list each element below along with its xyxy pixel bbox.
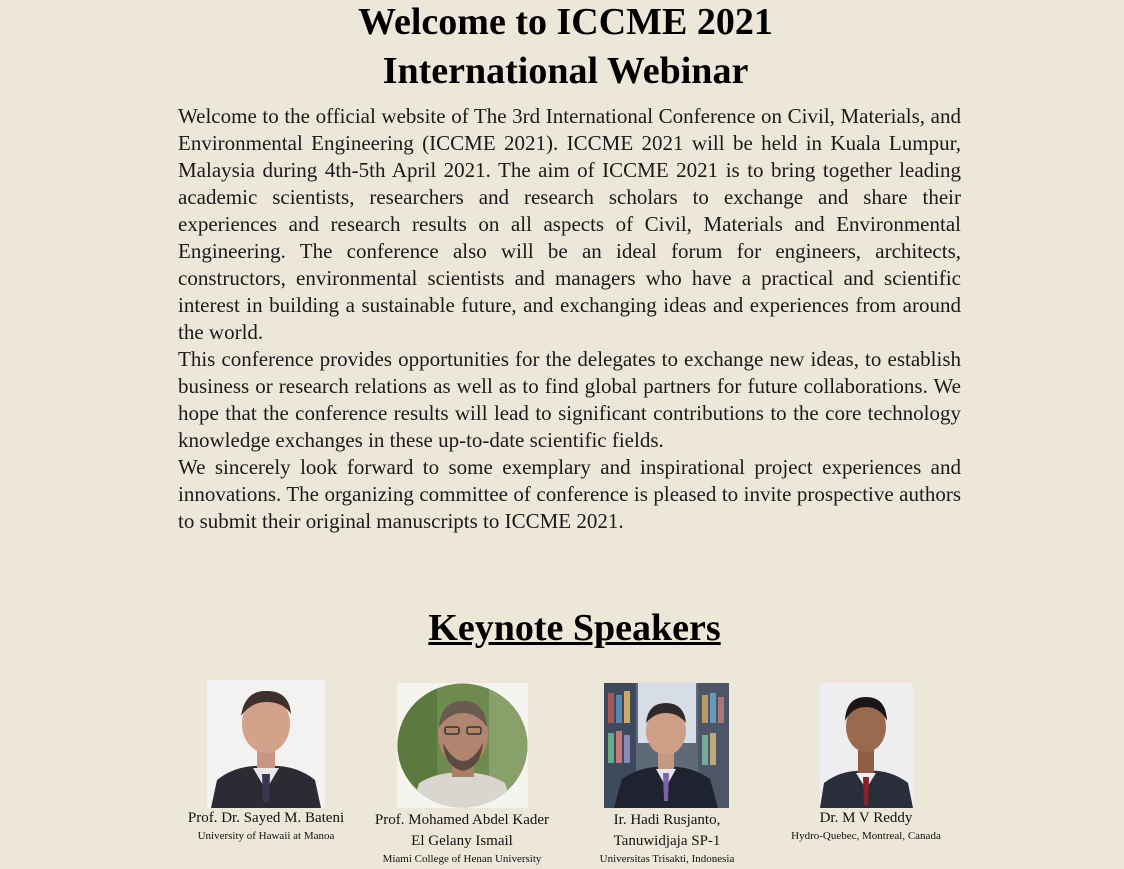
intro-paragraph-2: This conference provides opportunities for the delegates to exchange new ideas, to establish business or research relations as well as to find global partners for future collaborations. We hope that the conference results will lead to significant contributions to the core technology knowledge exchanges in these up-to-date scientific fields. — [178, 347, 961, 452]
speaker-affiliation: Universitas Trisakti, Indonesia — [599, 853, 735, 865]
speaker-card-bateni — [156, 808, 376, 843]
keynote-speakers-heading: Keynote Speakers — [428, 607, 721, 649]
intro-paragraph-1: Welcome to the official website of The 3rd International Conference on Civil, Materials, and Environmental Engineering (ICCME 2021). ICCME 2021 will be held in Kuala Lumpur, Malaysia during 4th-5th April 2021. The aim of ICCME 2021 is to bring together leading academic scientists, researchers and research scholars to exchange and share their experiences and research results on all aspects of Civil, Materials and Environmental Engineering. The conference also will be an ideal forum for engineers, architects, constructors, environmental scientists and managers who have a practical and scientific interest in building a sustainable future, and exchanging ideas and experiences from around the world. — [178, 104, 961, 344]
intro-paragraph-3: We sincerely look forward to some exemplary and inspirational project experiences and innovations. The organizing committee of conference is pleased to invite prospective authors to submit their original manuscripts to ICCME 2021. — [178, 455, 961, 533]
speaker-photo-bateni — [207, 680, 325, 808]
speaker-card-ismail — [351, 810, 573, 866]
speaker-photo-ismail — [397, 683, 528, 808]
speaker-name: Prof. Dr. Sayed M. Bateni — [187, 810, 345, 826]
speaker-photo-reddy — [820, 683, 913, 808]
speaker-name-line-1: Prof. Mohamed Abdel Kader — [374, 812, 550, 828]
speaker-affiliation: Miami College of Henan University — [382, 853, 542, 865]
speaker-name-line-2: Tanuwidjaja SP-1 — [613, 833, 721, 849]
speaker-card-tanuwidjaja — [568, 810, 766, 866]
speaker-card-reddy — [771, 808, 961, 843]
page-title-line-1: Welcome to ICCME 2021 — [358, 1, 773, 43]
speaker-affiliation: University of Hawaii at Manoa — [197, 830, 335, 842]
speaker-affiliation: Hydro-Quebec, Montreal, Canada — [791, 830, 941, 842]
speaker-name-line-1: Ir. Hadi Rusjanto, — [613, 812, 721, 828]
intro-text — [178, 103, 961, 535]
speaker-photo-tanuwidjaja — [604, 683, 729, 808]
speaker-name-line-2: El Gelany Ismail — [411, 833, 513, 849]
speaker-name: Dr. M V Reddy — [819, 810, 913, 826]
page-title-line-2: International Webinar — [382, 50, 749, 92]
